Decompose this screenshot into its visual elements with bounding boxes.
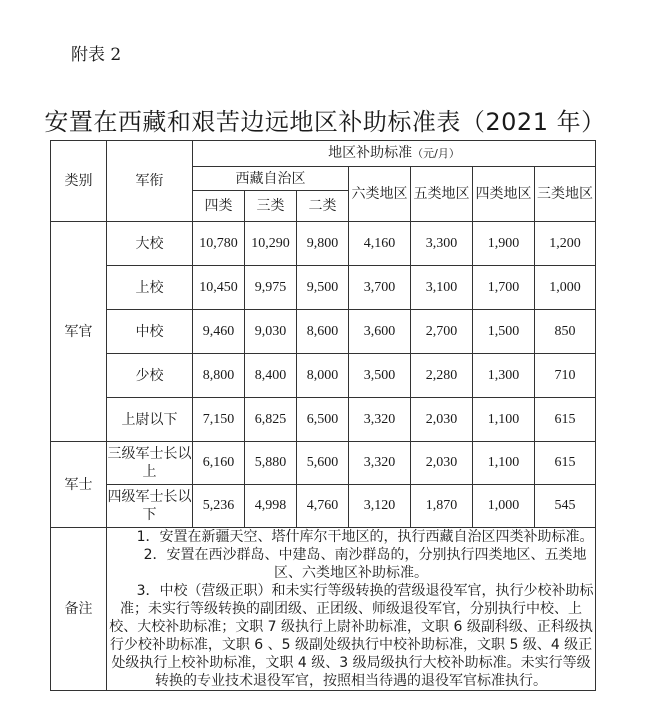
value-cell: 3,320 [349, 442, 411, 485]
value-cell: 1,300 [473, 354, 535, 398]
note-item: 3．中校（营级正职）和未实行等级转换的营级退役军官，执行少校补助标准；未实行等级转换的副团级、正团级、师级退役军官，分别执行中校、上校、大校补助标准；文职 7 级执行上尉补助标准，文职 6 级副科级、正科级执行少校补助标准，文职 6 、5 级副处级执行中校补助标准，文职 5 级、4 级正处级执行上校补助标准，文职 4 级、3 级局级执行大校补助标准。未实行等级转换的专业技术退役军官，按照相当待遇的退役军官标准执行。 [109, 583, 594, 689]
value-cell: 5,236 [193, 485, 245, 528]
notes-label: 备注 [51, 528, 107, 691]
header-tibet-class-4: 四类 [193, 191, 245, 222]
value-cell: 3,320 [349, 398, 411, 442]
header-tibet-class-3: 三类 [245, 191, 297, 222]
header-category: 类别 [51, 141, 107, 222]
value-cell: 710 [535, 354, 596, 398]
rank-cell: 少校 [107, 354, 193, 398]
value-cell: 5,880 [245, 442, 297, 485]
value-cell: 2,700 [411, 310, 473, 354]
rank-cell: 四级军士长以下 [107, 485, 193, 528]
rank-cell: 三级军士长以上 [107, 442, 193, 485]
value-cell: 3,500 [349, 354, 411, 398]
value-cell: 9,500 [297, 266, 349, 310]
value-cell: 9,975 [245, 266, 297, 310]
header-region-5: 五类地区 [411, 167, 473, 222]
value-cell: 10,450 [193, 266, 245, 310]
rank-cell: 大校 [107, 222, 193, 266]
value-cell: 1,100 [473, 442, 535, 485]
value-cell: 3,300 [411, 222, 473, 266]
notes-row [51, 528, 596, 691]
table-row [51, 398, 596, 442]
header-region-6: 六类地区 [349, 167, 411, 222]
subsidy-table [50, 140, 596, 691]
header-subsidy-standard [193, 141, 596, 167]
value-cell: 3,700 [349, 266, 411, 310]
value-cell: 1,100 [473, 398, 535, 442]
value-cell: 1,000 [535, 266, 596, 310]
header-tibet-class-2: 二类 [297, 191, 349, 222]
value-cell: 1,700 [473, 266, 535, 310]
value-cell: 1,200 [535, 222, 596, 266]
header-unit: （元/月） [412, 147, 460, 160]
note-item: 2．安置在西沙群岛、中建岛、南沙群岛的，分别执行四类地区、五类地区、六类地区补助标准。 [143, 547, 587, 581]
value-cell: 2,030 [411, 398, 473, 442]
category-nco: 军士 [51, 442, 107, 528]
table-row [51, 354, 596, 398]
value-cell: 3,600 [349, 310, 411, 354]
value-cell: 615 [535, 398, 596, 442]
value-cell: 1,000 [473, 485, 535, 528]
value-cell: 4,998 [245, 485, 297, 528]
rank-cell: 上尉以下 [107, 398, 193, 442]
value-cell: 8,800 [193, 354, 245, 398]
value-cell: 1,870 [411, 485, 473, 528]
rank-cell: 上校 [107, 266, 193, 310]
value-cell: 1,500 [473, 310, 535, 354]
table-row [51, 442, 596, 485]
value-cell: 3,100 [411, 266, 473, 310]
value-cell: 4,760 [297, 485, 349, 528]
value-cell: 850 [535, 310, 596, 354]
header-region-3: 三类地区 [535, 167, 596, 222]
table-row [51, 266, 596, 310]
notes-cell [107, 528, 596, 691]
value-cell: 4,160 [349, 222, 411, 266]
table-row [51, 310, 596, 354]
header-region-4: 四类地区 [473, 167, 535, 222]
value-cell: 9,460 [193, 310, 245, 354]
value-cell: 8,000 [297, 354, 349, 398]
attachment-label: 附表 2 [71, 45, 122, 65]
category-officer: 军官 [51, 222, 107, 442]
value-cell: 2,030 [411, 442, 473, 485]
header-tibet: 西藏自治区 [193, 167, 349, 191]
header-subsidy-label: 地区补助标准 [328, 145, 413, 161]
rank-cell: 中校 [107, 310, 193, 354]
value-cell: 6,500 [297, 398, 349, 442]
value-cell: 8,400 [245, 354, 297, 398]
note-item: 1．安置在新疆天空、塔什库尔干地区的，执行西藏自治区四类补助标准。 [136, 529, 594, 545]
header-rank: 军衔 [107, 141, 193, 222]
value-cell: 2,280 [411, 354, 473, 398]
value-cell: 6,160 [193, 442, 245, 485]
value-cell: 9,030 [245, 310, 297, 354]
value-cell: 545 [535, 485, 596, 528]
value-cell: 9,800 [297, 222, 349, 266]
value-cell: 1,900 [473, 222, 535, 266]
value-cell: 3,120 [349, 485, 411, 528]
value-cell: 10,780 [193, 222, 245, 266]
value-cell: 5,600 [297, 442, 349, 485]
value-cell: 10,290 [245, 222, 297, 266]
table-row [51, 485, 596, 528]
value-cell: 7,150 [193, 398, 245, 442]
value-cell: 615 [535, 442, 596, 485]
value-cell: 8,600 [297, 310, 349, 354]
table-row [51, 222, 596, 266]
value-cell: 6,825 [245, 398, 297, 442]
table-title: 安置在西藏和艰苦边远地区补助标准表（2021 年） [44, 108, 606, 136]
